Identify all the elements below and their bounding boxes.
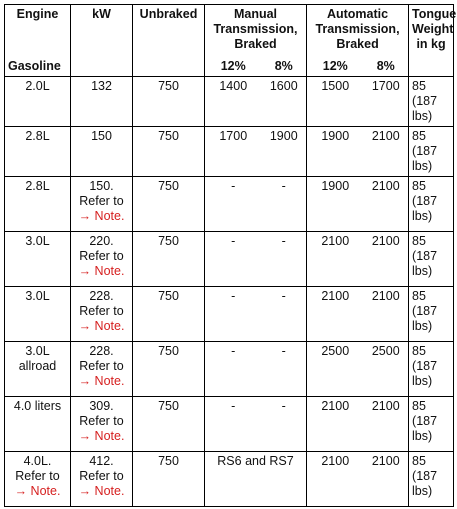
header-automatic: Automatic Transmission, Braked <box>307 5 409 57</box>
header-manual-12: 12% <box>205 56 262 77</box>
cell-kw <box>71 177 133 232</box>
cell-auto-8: 2100 <box>364 452 409 507</box>
cell-auto-12: 2500 <box>307 342 364 397</box>
towing-capacity-table <box>4 4 457 507</box>
cell-manual-8: - <box>262 177 307 232</box>
note-link[interactable]: → Note. <box>78 429 125 443</box>
cell-auto-8: 1700 <box>364 77 409 127</box>
cell-engine: 3.0L allroad <box>5 342 71 397</box>
cell-engine: 2.8L <box>5 127 71 177</box>
refer-to-text: Refer to <box>15 469 60 483</box>
cell-auto-12: 1900 <box>307 127 364 177</box>
cell-kw <box>71 287 133 342</box>
table-row <box>5 452 454 507</box>
cell-auto-8: 2100 <box>364 397 409 452</box>
note-link[interactable]: → Note. <box>78 484 125 498</box>
header-tongue-weight: Tongue Weight in kg <box>409 5 454 77</box>
cell-kw <box>71 342 133 397</box>
cell-tongue: 85 (187 lbs) <box>409 397 454 452</box>
cell-auto-12: 2100 <box>307 232 364 287</box>
table-row <box>5 127 454 177</box>
cell-manual-12: - <box>205 342 262 397</box>
cell-auto-8: 2500 <box>364 342 409 397</box>
table-row <box>5 232 454 287</box>
table-row <box>5 77 454 127</box>
cell-unbraked: 750 <box>133 397 205 452</box>
cell-manual-8: 1600 <box>262 77 307 127</box>
kw-value: 150. <box>89 179 114 193</box>
cell-manual-merged: RS6 and RS7 <box>205 452 307 507</box>
note-link[interactable]: → Note. <box>78 319 125 333</box>
cell-auto-12: 1500 <box>307 77 364 127</box>
refer-to-text: Refer to <box>79 194 124 208</box>
cell-auto-12: 2100 <box>307 397 364 452</box>
cell-kw: 150 <box>71 127 133 177</box>
header-manual: Manual Transmission, Braked <box>205 5 307 57</box>
header-gasoline: Gasoline <box>5 56 71 77</box>
cell-unbraked: 750 <box>133 77 205 127</box>
kw-value: 220. <box>89 234 114 248</box>
cell-manual-12: - <box>205 177 262 232</box>
kw-value: 228. <box>89 344 114 358</box>
cell-unbraked: 750 <box>133 177 205 232</box>
cell-manual-12: - <box>205 287 262 342</box>
cell-auto-12: 1900 <box>307 177 364 232</box>
kw-value: 228. <box>89 289 114 303</box>
cell-manual-8: - <box>262 287 307 342</box>
header-engine: Engine <box>5 5 71 57</box>
cell-auto-8: 2100 <box>364 232 409 287</box>
refer-to-text: Refer to <box>79 469 124 483</box>
cell-kw <box>71 232 133 287</box>
refer-to-text: Refer to <box>79 249 124 263</box>
cell-unbraked: 750 <box>133 342 205 397</box>
engine-value: 4.0L. <box>23 454 52 468</box>
kw-value: 309. <box>89 399 114 413</box>
cell-manual-12: - <box>205 232 262 287</box>
cell-auto-8: 2100 <box>364 177 409 232</box>
cell-tongue: 85 (187 lbs) <box>409 127 454 177</box>
cell-unbraked: 750 <box>133 232 205 287</box>
cell-tongue: 85 (187 lbs) <box>409 287 454 342</box>
header-manual-8: 8% <box>262 56 307 77</box>
cell-auto-12: 2100 <box>307 452 364 507</box>
cell-auto-12: 2100 <box>307 287 364 342</box>
cell-engine: 2.8L <box>5 177 71 232</box>
cell-tongue: 85 (187 lbs) <box>409 177 454 232</box>
table-row <box>5 287 454 342</box>
note-link[interactable]: → Note. <box>78 264 125 278</box>
table-row <box>5 342 454 397</box>
note-link[interactable]: → Note. <box>78 209 125 223</box>
cell-manual-12: 1700 <box>205 127 262 177</box>
refer-to-text: Refer to <box>79 359 124 373</box>
cell-kw <box>71 452 133 507</box>
cell-manual-8: - <box>262 232 307 287</box>
header-auto-8: 8% <box>364 56 409 77</box>
cell-engine: 2.0L <box>5 77 71 127</box>
cell-engine: 3.0L <box>5 232 71 287</box>
cell-unbraked: 750 <box>133 287 205 342</box>
cell-kw: 132 <box>71 77 133 127</box>
cell-tongue: 85 (187 lbs) <box>409 452 454 507</box>
header-kw: kW <box>71 5 133 77</box>
note-link[interactable]: → Note. <box>14 484 61 498</box>
kw-value: 412. <box>89 454 114 468</box>
cell-manual-8: - <box>262 397 307 452</box>
cell-tongue: 85 (187 lbs) <box>409 77 454 127</box>
cell-engine: 4.0 liters <box>5 397 71 452</box>
refer-to-text: Refer to <box>79 304 124 318</box>
header-unbraked: Unbraked <box>133 5 205 77</box>
cell-tongue: 85 (187 lbs) <box>409 342 454 397</box>
header-auto-12: 12% <box>307 56 364 77</box>
table-row <box>5 177 454 232</box>
cell-unbraked: 750 <box>133 452 205 507</box>
cell-engine <box>5 452 71 507</box>
refer-to-text: Refer to <box>79 414 124 428</box>
cell-tongue: 85 (187 lbs) <box>409 232 454 287</box>
cell-manual-12: - <box>205 397 262 452</box>
cell-auto-8: 2100 <box>364 287 409 342</box>
cell-manual-8: 1900 <box>262 127 307 177</box>
cell-unbraked: 750 <box>133 127 205 177</box>
cell-manual-8: - <box>262 342 307 397</box>
cell-auto-8: 2100 <box>364 127 409 177</box>
table-row <box>5 397 454 452</box>
note-link[interactable]: → Note. <box>78 374 125 388</box>
cell-manual-12: 1400 <box>205 77 262 127</box>
cell-engine: 3.0L <box>5 287 71 342</box>
cell-kw <box>71 397 133 452</box>
